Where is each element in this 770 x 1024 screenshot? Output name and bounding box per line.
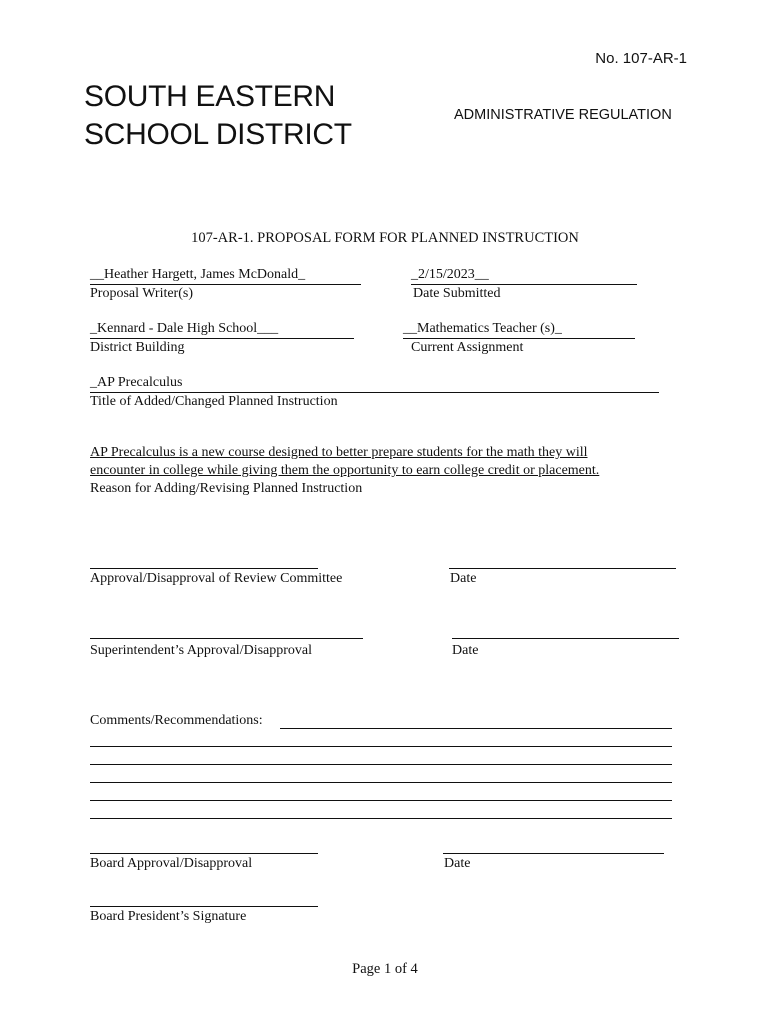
board-president-label: Board President’s Signature: [90, 909, 247, 924]
comments-line-4[interactable]: [90, 782, 672, 783]
superintendent-signature-line[interactable]: [90, 638, 363, 639]
district-building-value[interactable]: _Kennard - Dale High School___: [90, 320, 354, 339]
page-number: Page 1 of 4: [352, 961, 418, 977]
district-building-label: District Building: [90, 340, 185, 355]
review-committee-signature-line[interactable]: [90, 568, 318, 569]
proposal-writers-field[interactable]: [90, 266, 361, 303]
proposal-writers-value[interactable]: __Heather Hargett, James McDonald_: [90, 266, 361, 285]
review-committee-label: Approval/Disapproval of Review Committee: [90, 571, 343, 586]
comments-line-2[interactable]: [90, 746, 672, 747]
date-submitted-label: Date Submitted: [413, 286, 501, 301]
current-assignment-label: Current Assignment: [411, 340, 524, 355]
superintendent-date-label: Date: [452, 643, 479, 658]
board-date-line[interactable]: [443, 853, 664, 854]
superintendent-date-line[interactable]: [452, 638, 679, 639]
review-date-line[interactable]: [449, 568, 676, 569]
current-assignment-value[interactable]: __Mathematics Teacher (s)_: [403, 320, 635, 339]
planned-instruction-title-label: Title of Added/Changed Planned Instruction: [90, 394, 338, 409]
proposal-writers-label: Proposal Writer(s): [90, 286, 193, 301]
board-president-signature-line[interactable]: [90, 906, 318, 907]
comments-line-6[interactable]: [90, 818, 672, 819]
reason-line-1[interactable]: AP Precalculus is a new course designed to better prepare students for the math they will: [90, 445, 588, 460]
reason-line-2[interactable]: encounter in college while giving them the opportunity to earn college credit or placement.: [90, 463, 600, 478]
comments-label: Comments/Recommendations:: [90, 713, 263, 728]
form-title: 107-AR-1. PROPOSAL FORM FOR PLANNED INSTRUCTION: [191, 230, 579, 246]
date-submitted-value[interactable]: _2/15/2023__: [411, 266, 637, 285]
date-submitted-field[interactable]: [411, 266, 637, 303]
review-date-label: Date: [450, 571, 477, 586]
board-date-label: Date: [444, 856, 471, 871]
planned-instruction-title-field[interactable]: [90, 374, 659, 411]
regulation-type: ADMINISTRATIVE REGULATION: [454, 107, 672, 123]
board-signature-line[interactable]: [90, 853, 318, 854]
reason-field[interactable]: [90, 444, 690, 498]
document-number: No. 107-AR-1: [595, 50, 687, 67]
reason-label: Reason for Adding/Revising Planned Instruction: [90, 481, 363, 496]
superintendent-label: Superintendent’s Approval/Disapproval: [90, 643, 313, 658]
district-name: [84, 78, 352, 154]
comments-line-5[interactable]: [90, 800, 672, 801]
planned-instruction-title-value[interactable]: _AP Precalculus: [90, 374, 659, 393]
current-assignment-field[interactable]: [403, 320, 635, 357]
district-name-line1: SOUTH EASTERN: [84, 80, 336, 113]
comments-line-1[interactable]: [280, 728, 672, 729]
board-approval-label: Board Approval/Disapproval: [90, 856, 253, 871]
district-name-line2: SCHOOL DISTRICT: [84, 118, 352, 151]
district-building-field[interactable]: [90, 320, 354, 357]
comments-line-3[interactable]: [90, 764, 672, 765]
